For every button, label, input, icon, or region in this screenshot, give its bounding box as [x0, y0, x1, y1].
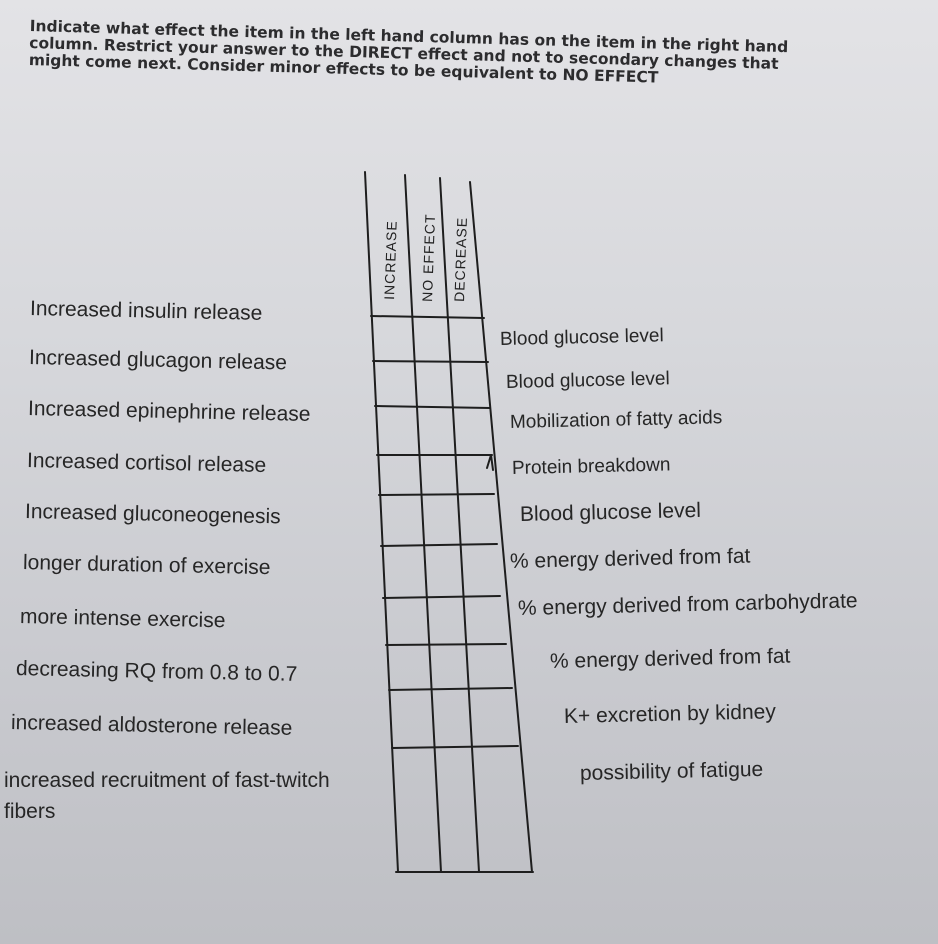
grid-line-horizontal	[386, 644, 506, 645]
grid-line-horizontal	[379, 494, 494, 495]
right-item-carb-energy: % energy derived from carbohydrate	[517, 589, 858, 620]
grid-line-horizontal	[373, 361, 488, 362]
right-item-fatty-acids: Mobilization of fatty acids	[509, 407, 723, 433]
grid-line-vertical	[470, 182, 532, 872]
grid-line-horizontal	[375, 406, 490, 408]
column-header-increase: INCREASE	[381, 220, 400, 301]
pen-mark	[487, 455, 493, 470]
instructions-text: Indicate what effect the item in the left hand column has on the item in the right hand column. Restrict your answer to the DIRECT effect and not to secondary changes that might come next. Consider minor effects to be equivalent to NO EFFECT	[28, 17, 789, 87]
left-item-fast-twitch: increased recruitment of fast-twitch fibers	[4, 769, 330, 823]
right-item-k-excretion: K+ excretion by kidney	[563, 700, 777, 728]
left-item-glucagon: Increased glucagon release	[28, 346, 288, 375]
grid-line-horizontal	[389, 688, 512, 690]
grid-line-horizontal	[392, 746, 518, 748]
left-item-cortisol: Increased cortisol release	[26, 449, 267, 478]
left-item-rq: decreasing RQ from 0.8 to 0.7	[15, 657, 298, 686]
right-item-blood-glucose-2: Blood glucose level	[505, 368, 670, 393]
left-item-gluconeogenesis: Increased gluconeogenesis	[24, 500, 281, 529]
right-item-blood-glucose-3: Blood glucose level	[519, 498, 702, 526]
right-item-blood-glucose-1: Blood glucose level	[499, 325, 664, 350]
left-item-aldosterone: increased aldosterone release	[10, 711, 293, 740]
right-item-protein-breakdown: Protein breakdown	[511, 454, 671, 479]
right-item-fatigue: possibility of fatigue	[579, 757, 764, 785]
left-item-epinephrine: Increased epinephrine release	[27, 397, 311, 426]
left-item-insulin: Increased insulin release	[29, 297, 263, 325]
column-header-decrease: DECREASE	[451, 216, 470, 303]
grid-line-horizontal	[383, 596, 500, 598]
left-item-duration: longer duration of exercise	[22, 551, 271, 580]
right-item-fat-energy-2: % energy derived from fat	[549, 644, 791, 673]
left-item-intensity: more intense exercise	[19, 605, 226, 633]
grid-line-horizontal	[381, 544, 497, 546]
right-item-fat-energy-1: % energy derived from fat	[509, 544, 751, 573]
grid-line-horizontal	[371, 316, 484, 318]
column-header-no-effect: NO EFFECT	[419, 213, 439, 303]
